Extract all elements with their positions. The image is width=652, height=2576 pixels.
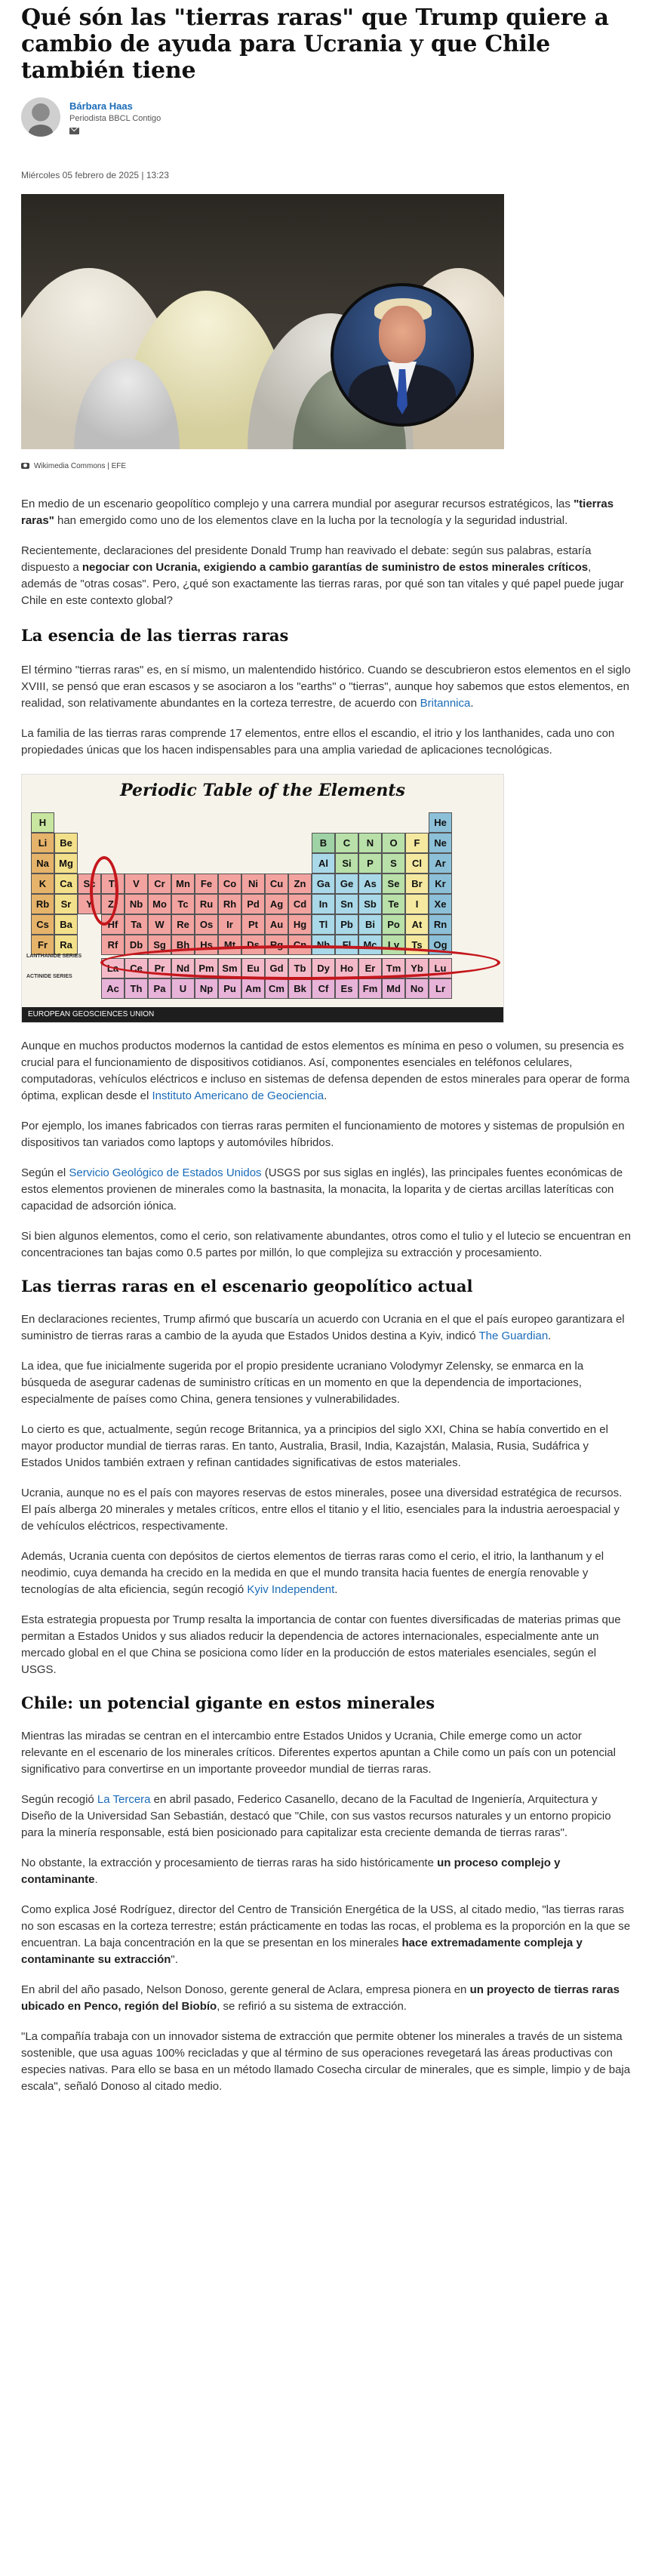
element-cell: Yb <box>405 958 429 978</box>
link-agi[interactable]: Instituto Americano de Geociencia <box>152 1089 324 1102</box>
element-cell: Be <box>54 833 78 853</box>
paragraph: Como explica José Rodríguez, director del Centro de Transición Energética de la USS, al citado medio, "las tierras raras no son escasas en la corteza terrestre; están prácticamente en todas las rocas, el problema es la proporción en la que se encuentran. La baja concentración en la que se presentan en los minerales hace extremadamente compleja y contaminante su extracción". <box>21 1903 631 1966</box>
element-cell: In <box>312 894 335 914</box>
author-role: Periodista BBCL Contigo <box>69 114 161 123</box>
paragraph: "La compañía trabaja con un innovador sistema de extracción que permite obtener los minerales a través de un sistema sostenible, que usa aguas 100% recicladas y que al término de sus operaciones revegetará las áreas productivas con especies nativas. Para ello se basa en un método llamado Cosecha circular de minerales, que es simple, limpio y de baja escala", señaló Donoso al citado medio. <box>21 2030 631 2093</box>
section-heading: Chile: un potencial gigante en estos minerales <box>21 1693 435 1712</box>
element-cell: Pr <box>148 958 171 978</box>
element-cell: Cf <box>312 978 335 999</box>
element-cell: Y <box>78 894 101 914</box>
element-cell: Pa <box>148 978 171 999</box>
element-cell: Cu <box>265 874 288 894</box>
paragraph: La idea, que fue inicialmente sugerida por el propio presidente ucraniano Volodymyr Zelensky, se enmarca en la búsqueda de asegurar cadenas de suministro críticas en un momento en que la dependencia de importaciones, especialmente de países como China, genera tensiones y vulnerabilidades. <box>21 1360 584 1406</box>
paragraph: Además, Ucrania cuenta con depósitos de ciertos elementos de tierras raras como el cerio, el itrio, la lanthanum y el neodimio, cuya demanda ha crecido en la medida en que el mundo transita hacia fuentes de energía renovable y tecnologías de alta eficiencia, según recogió Kyiv Independent. <box>21 1550 604 1596</box>
element-cell: Si <box>335 853 358 874</box>
element-cell: Ag <box>265 894 288 914</box>
element-cell: W <box>148 914 171 935</box>
element-cell: Pt <box>241 914 265 935</box>
element-cell: Ca <box>54 874 78 894</box>
element-cell: Br <box>405 874 429 894</box>
paragraph: No obstante, la extracción y procesamiento de tierras raras ha sido históricamente un proceso complejo y contaminante. <box>21 1857 561 1886</box>
element-cell: Fe <box>195 874 218 894</box>
element-cell: Md <box>382 978 405 999</box>
element-cell: At <box>405 914 429 935</box>
figure-title: Periodic Table of the Elements <box>120 781 405 800</box>
element-cell: Hs <box>195 935 218 955</box>
image-caption: Wikimedia Commons | EFE <box>21 460 631 472</box>
element-cell: S <box>382 853 405 874</box>
element-cell: Eu <box>241 958 265 978</box>
element-cell: Cr <box>148 874 171 894</box>
article-title: Qué són las "tierras raras" que Trump quiere a cambio de ayuda para Ucrania y que Chile también tiene <box>21 5 609 84</box>
element-cell: Ga <box>312 874 335 894</box>
element-cell: Rg <box>265 935 288 955</box>
element-cell: Na <box>31 853 54 874</box>
element-cell: Sm <box>218 958 241 978</box>
element-cell: P <box>358 853 382 874</box>
link-usgs[interactable]: Servicio Geológico de Estados Unidos <box>69 1166 262 1179</box>
element-cell: Nb <box>125 894 148 914</box>
element-cell: N <box>358 833 382 853</box>
element-cell: Os <box>195 914 218 935</box>
element-cell: Ir <box>218 914 241 935</box>
element-cell: Pd <box>241 894 265 914</box>
element-cell: Ge <box>335 874 358 894</box>
element-cell: Tl <box>312 914 335 935</box>
element-cell: Ra <box>54 935 78 955</box>
element-cell: Hg <box>288 914 312 935</box>
element-cell: Ru <box>195 894 218 914</box>
element-cell: Bi <box>358 914 382 935</box>
element-cell: Sn <box>335 894 358 914</box>
highlight-ring-sc-y <box>90 856 118 926</box>
element-cell: No <box>405 978 429 999</box>
element-cell: Pb <box>335 914 358 935</box>
link-britannica[interactable]: Britannica <box>420 697 471 710</box>
trump-portrait <box>331 283 474 427</box>
element-cell: Te <box>382 894 405 914</box>
camera-icon <box>21 463 29 469</box>
element-cell: La <box>101 958 125 978</box>
paragraph: Por ejemplo, los imanes fabricados con tierras raras permiten el funcionamiento de motores y sistemas de propulsión en dispositivos tan variados como laptops y automóviles híbridos. <box>21 1120 625 1149</box>
element-cell: Es <box>335 978 358 999</box>
element-cell: Ac <box>101 978 125 999</box>
element-cell: Mc <box>358 935 382 955</box>
element-cell: Se <box>382 874 405 894</box>
element-cell: Rb <box>31 894 54 914</box>
byline <box>21 97 631 144</box>
element-cell: Dy <box>312 958 335 978</box>
element-cell: Lu <box>429 958 452 978</box>
paragraph: Según recogió La Tercera en abril pasado, Federico Casanello, decano de la Facultad de Ingeniería, Arquitectura y Diseño de la Universidad San Sebastián, destacó que "Chile, con sus vastos recursos naturales y un entorno propicio para la minería responsable, está bien posicionado para capitalizar esta creciente demanda de tierras raras". <box>21 1793 611 1839</box>
link-guardian[interactable]: The Guardian <box>478 1330 549 1342</box>
element-cell: Sg <box>148 935 171 955</box>
element-cell: Cl <box>405 853 429 874</box>
element-cell: Pm <box>195 958 218 978</box>
element-cell: Ba <box>54 914 78 935</box>
element-cell: Lv <box>382 935 405 955</box>
element-cell: Co <box>218 874 241 894</box>
element-cell: Rf <box>101 935 125 955</box>
element-cell: Mg <box>54 853 78 874</box>
paragraph: Según el Servicio Geológico de Estados Unidos (USGS por sus siglas en inglés), las principales fuentes económicas de estos elementos provienen de minerales como la bastnasita, la monacita, la loparita y de ciertas arcillas lateríticas con capacidad de adsorción iónica. <box>21 1166 623 1213</box>
paragraph: Lo cierto es que, actualmente, según recoge Britannica, ya a principios del siglo XXI, China se había convertido en el mayor productor mundial de tierras raras. En tanto, Australia, Brasil, India, Kazajstán, Malasia, Rusia, Sudáfrica y Estados Unidos también extraen y refinan cantidades significativas de estos materiales. <box>21 1423 608 1469</box>
element-cell: Og <box>429 935 452 955</box>
link-la-tercera[interactable]: La Tercera <box>97 1793 151 1806</box>
author-name-link[interactable]: Bárbara Haas <box>69 100 133 112</box>
element-cell: Hf <box>101 914 125 935</box>
element-cell: Au <box>265 914 288 935</box>
paragraph: Ucrania, aunque no es el país con mayores reservas de estos minerales, posee una diversidad estratégica de recursos. El país alberga 20 minerales y metales críticos, entre ellos el titanio y el litio, esenciales para la industria aeroespacial y de vehículos eléctricos, respectivamente. <box>21 1487 623 1533</box>
element-cell: Ne <box>429 833 452 853</box>
element-cell: I <box>405 894 429 914</box>
element-cell: Sr <box>54 894 78 914</box>
element-cell: Ni <box>241 874 265 894</box>
element-cell: Tm <box>382 958 405 978</box>
element-cell: Ce <box>125 958 148 978</box>
element-cell: Np <box>195 978 218 999</box>
element-cell: Fm <box>358 978 382 999</box>
element-cell: Mt <box>218 935 241 955</box>
element-cell: Ta <box>125 914 148 935</box>
element-cell: Bh <box>171 935 195 955</box>
element-cell: B <box>312 833 335 853</box>
element-cell: Sc <box>78 874 101 894</box>
section-heading: La esencia de las tierras raras <box>21 626 289 645</box>
element-cell: Li <box>31 833 54 853</box>
paragraph: En declaraciones recientes, Trump afirmó que buscaría un acuerdo con Ucrania en el que el país europeo garantizara el suministro de tierras raras a cambio de la ayuda que Estados Unidos destina a Kyiv, indicó The Guardian. <box>21 1313 625 1342</box>
element-cell: As <box>358 874 382 894</box>
element-cell: Mo <box>148 894 171 914</box>
publish-date: Miércoles 05 febrero de 2025 | 13:23 <box>21 170 169 180</box>
element-cell: Re <box>171 914 195 935</box>
element-cell: Kr <box>429 874 452 894</box>
element-cell: Tc <box>171 894 195 914</box>
element-cell: Ts <box>405 935 429 955</box>
element-cell: Mn <box>171 874 195 894</box>
link-kyiv-independent[interactable]: Kyiv Independent <box>247 1583 335 1596</box>
element-cell: Am <box>241 978 265 999</box>
element-cell: Al <box>312 853 335 874</box>
element-cell: Db <box>125 935 148 955</box>
element-cell: Ar <box>429 853 452 874</box>
paragraph: El término "tierras raras" es, en sí mismo, un malentendido histórico. Cuando se descubrieron estos elementos en el siglo XVIII, se pensó que eran escasos y se asociaron a los "earths" o "tierras", aunque hoy sabemos que estos elementos, en realidad, son relativamente abundantes en la corteza terrestre, de acuerdo con Britannica. <box>21 664 631 710</box>
element-cell: Ds <box>241 935 265 955</box>
element-cell: Rh <box>218 894 241 914</box>
section-heading: Las tierras raras en el escenario geopolítico actual <box>21 1277 473 1296</box>
element-cell: C <box>335 833 358 853</box>
highlight-ring-lanthanides <box>100 945 500 980</box>
paragraph: Mientras las miradas se centran en el intercambio entre Estados Unidos y Ucrania, Chile emerge como un actor relevante en el escenario de los minerales críticos. Diferentes expertos apuntan a Chile como un país con un potencial significativo para convertirse en un importante proveedor mundial de tierras raras. <box>21 1730 616 1776</box>
element-cell: He <box>429 812 452 833</box>
element-cell: Lr <box>429 978 452 999</box>
element-cell: Fl <box>335 935 358 955</box>
element-cell: Ti <box>101 874 125 894</box>
element-cell: Nd <box>171 958 195 978</box>
paragraph: Recientemente, declaraciones del presidente Donald Trump han reavivado el debate: según sus palabras, estaría dispuesto a negociar con Ucrania, exigiendo a cambio garantías de suministro de estos minerales críticos, además de "otras cosas". Pero, ¿qué son exactamente las tierras raras, por qué son tan vitales y qué papel puede jugar Chile en este contexto global? <box>21 544 624 607</box>
periodic-table-figure: Periodic Table of the Elements H He Li Be B C N O F Ne Na Mg Al Si P S Cl Ar K Ca Sc Ti V Cr Mn Fe Co Ni Cu Zn Ga Ge As Se Br Kr Rb Sr Y Zr Nb Mo Tc Ru Rh Pd Ag Cd In Sn Sb Te I Xe Cs Ba Hf Ta W Re Os Ir Pt Au Hg Tl Pb Bi Po At Rn Fr Ra Rf Db Sg Bh Hs Mt Ds Rg Cn Nh Fl Mc Lv Ts Og La Ce Pr Nd Pm Sm Eu Gd Tb Dy Ho Er Tm Yb Lu Ac Th Pa U Np Pu Am Cm Bk Cf Es Fm Md No Lr LANTHANIDE SERIES ACTINIDE SERIES EUROPEAN GEOSCIENCES UNION <box>21 774 504 1023</box>
element-cell: Cm <box>265 978 288 999</box>
mail-icon[interactable] <box>69 128 79 134</box>
hero-image <box>21 194 504 449</box>
paragraph: Esta estrategia propuesta por Trump resalta la importancia de contar con fuentes diversificadas de materias primas que permitan a Estados Unidos y sus aliados reducir la dependencia de actores internacionales, especialmente ante un mercado global en el que China se posiciona como líder en la producción de estos materiales esenciales, según el USGS. <box>21 1613 621 1676</box>
element-cell: Po <box>382 914 405 935</box>
element-cell: O <box>382 833 405 853</box>
element-cell: Cd <box>288 894 312 914</box>
paragraph: Aunque en muchos productos modernos la cantidad de estos elementos es mínima en peso o volumen, su presencia es crucial para el funcionamiento de dispositivos cotidianos. Así, componentes esenciales en teléfonos celulares, computadoras, vehículos eléctricos e incluso en sistemas de defensa dependen de estos minerales para operar de forma óptima, explican desde el Instituto Americano de Geociencia. <box>21 1040 630 1102</box>
element-cell: Bk <box>288 978 312 999</box>
element-cell: V <box>125 874 148 894</box>
figure-credit: EUROPEAN GEOSCIENCES UNION <box>22 1007 503 1022</box>
paragraph: En medio de un escenario geopolítico complejo y una carrera mundial por asegurar recursos estratégicos, las "tierras raras" han emergido como uno de los elementos clave en la lucha por la tecnología y la seguridad industrial. <box>21 498 614 527</box>
element-cell: Ho <box>335 958 358 978</box>
element-cell: H <box>31 812 54 833</box>
element-cell: Zr <box>101 894 125 914</box>
element-cell: Sb <box>358 894 382 914</box>
paragraph: Si bien algunos elementos, como el cerio, son relativamente abundantes, otros como el tulio y el lutecio se encuentran en concentraciones tan bajas como 0.5 partes por millón, lo que complejiza su extracción y procesamiento. <box>21 1230 631 1259</box>
paragraph: La familia de las tierras raras comprende 17 elementos, entre ellos el escandio, el itrio y los lanthanides, cada uno con propiedades únicas que los hacen indispensables para una amplia variedad de aplicaciones tecnológicas. <box>21 727 615 756</box>
author-avatar[interactable] <box>21 97 60 137</box>
element-cell: Gd <box>265 958 288 978</box>
element-cell: Xe <box>429 894 452 914</box>
element-cell: U <box>171 978 195 999</box>
element-cell: Cs <box>31 914 54 935</box>
element-cell: Th <box>125 978 148 999</box>
element-cell: Rn <box>429 914 452 935</box>
element-cell: Fr <box>31 935 54 955</box>
element-cell: Er <box>358 958 382 978</box>
paragraph: En abril del año pasado, Nelson Donoso, gerente general de Aclara, empresa pionera en un proyecto de tierras raras ubicado en Penco, región del Biobío, se refirió a su sistema de extracción. <box>21 1983 620 2013</box>
element-cell: Pu <box>218 978 241 999</box>
element-cell: Zn <box>288 874 312 894</box>
element-cell: Tb <box>288 958 312 978</box>
element-cell: F <box>405 833 429 853</box>
element-cell: K <box>31 874 54 894</box>
element-cell: Cn <box>288 935 312 955</box>
element-cell: Nh <box>312 935 335 955</box>
